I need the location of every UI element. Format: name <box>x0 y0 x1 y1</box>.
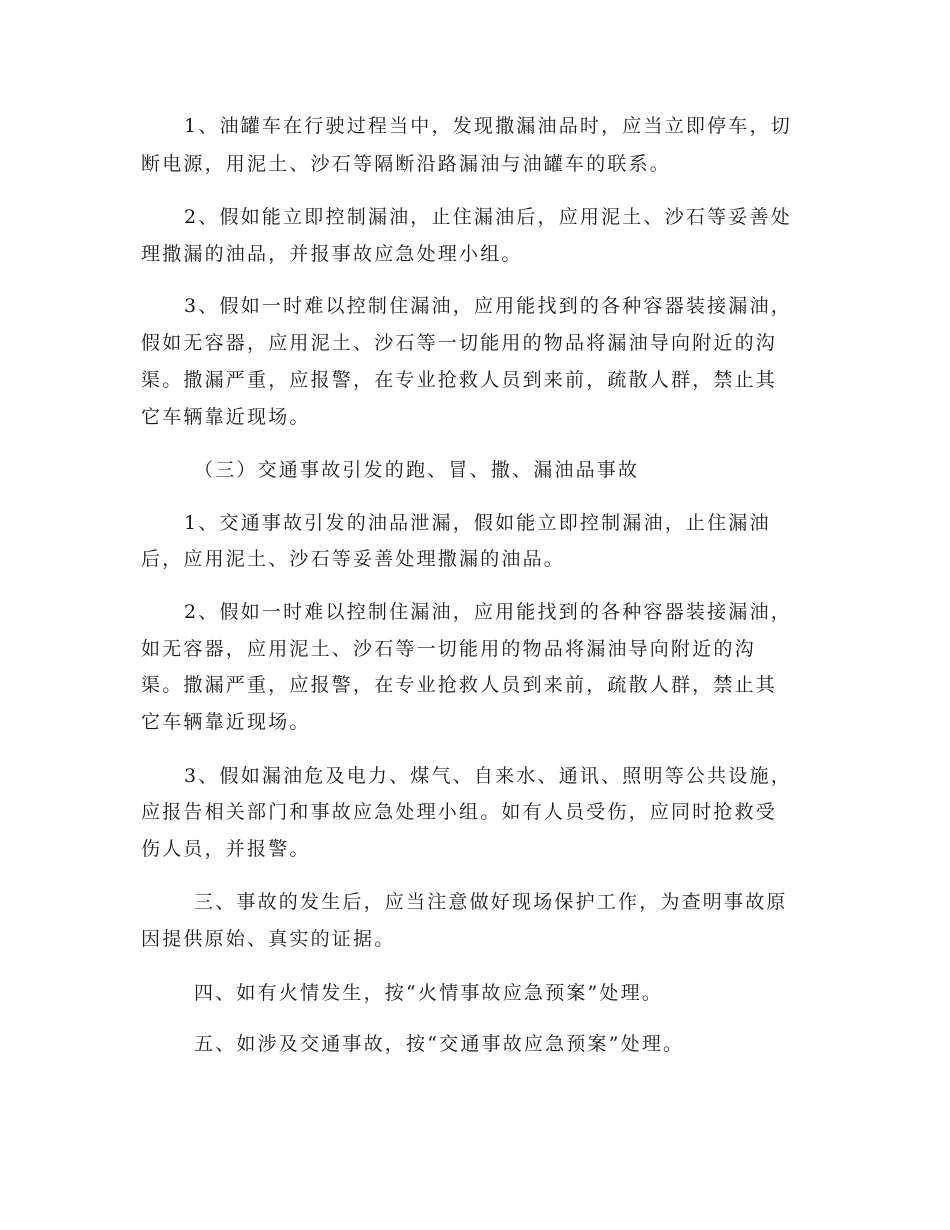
paragraph-line: 如无容器，应用泥土、沙石等一切能用的物品将漏油导向附近的沟 <box>141 638 756 660</box>
paragraph-line: 它车辆靠近现场。 <box>141 711 311 733</box>
paragraph-line: 理撒漏的油品，并报事故应急处理小组。 <box>141 243 523 265</box>
paragraph-line: 它车辆靠近现场。 <box>141 406 311 428</box>
paragraph-line: 四、如有火情发生，按“火情事故应急预案”处理。 <box>194 982 664 1004</box>
paragraph-line: 2、假如一时难以控制住漏油，应用能找到的各种容器装接漏油， <box>184 601 792 623</box>
paragraph-line: 渠。撒漏严重，应报警，在专业抢救人员到来前，疏散人群，禁止其 <box>141 369 778 391</box>
paragraph-line: 1、油罐车在行驶过程当中，发现撒漏油品时，应当立即停车，切 <box>184 115 792 137</box>
paragraph-line: 应报告相关部门和事故应急处理小组。如有人员受伤，应同时抢救受 <box>141 801 778 823</box>
paragraph-line: 三、事故的发生后，应当注意做好现场保护工作，为查明事故原 <box>194 891 788 913</box>
paragraph-line: 3、假如漏油危及电力、煤气、自来水、通讯、照明等公共设施， <box>184 765 792 787</box>
paragraph-line: 后，应用泥土、沙石等妥善处理撒漏的油品。 <box>141 548 566 570</box>
paragraph-line: 伤人员，并报警。 <box>141 838 311 860</box>
paragraph-line: 断电源，用泥土、沙石等隔断沿路漏油与油罐车的联系。 <box>141 153 672 175</box>
paragraph-line: 因提供原始、真实的证据。 <box>141 928 396 950</box>
paragraph-line: 1、交通事故引发的油品泄漏，假如能立即控制漏油，止住漏油 <box>184 512 771 534</box>
paragraph-line: 五、如涉及交通事故，按“交通事故应急预案”处理。 <box>194 1033 685 1055</box>
paragraph-line: 2、假如能立即控制漏油，止住漏油后，应用泥土、沙石等妥善处 <box>184 206 792 228</box>
section-heading: （三）交通事故引发的跑、冒、撒、漏油品事故 <box>194 459 640 481</box>
paragraph-line: 假如无容器，应用泥土、沙石等一切能用的物品将漏油导向附近的沟 <box>141 332 778 354</box>
paragraph-line: 渠。撒漏严重，应报警，在专业抢救人员到来前，疏散人群，禁止其 <box>141 674 778 696</box>
paragraph-line: 3、假如一时难以控制住漏油，应用能找到的各种容器装接漏油， <box>184 295 792 317</box>
